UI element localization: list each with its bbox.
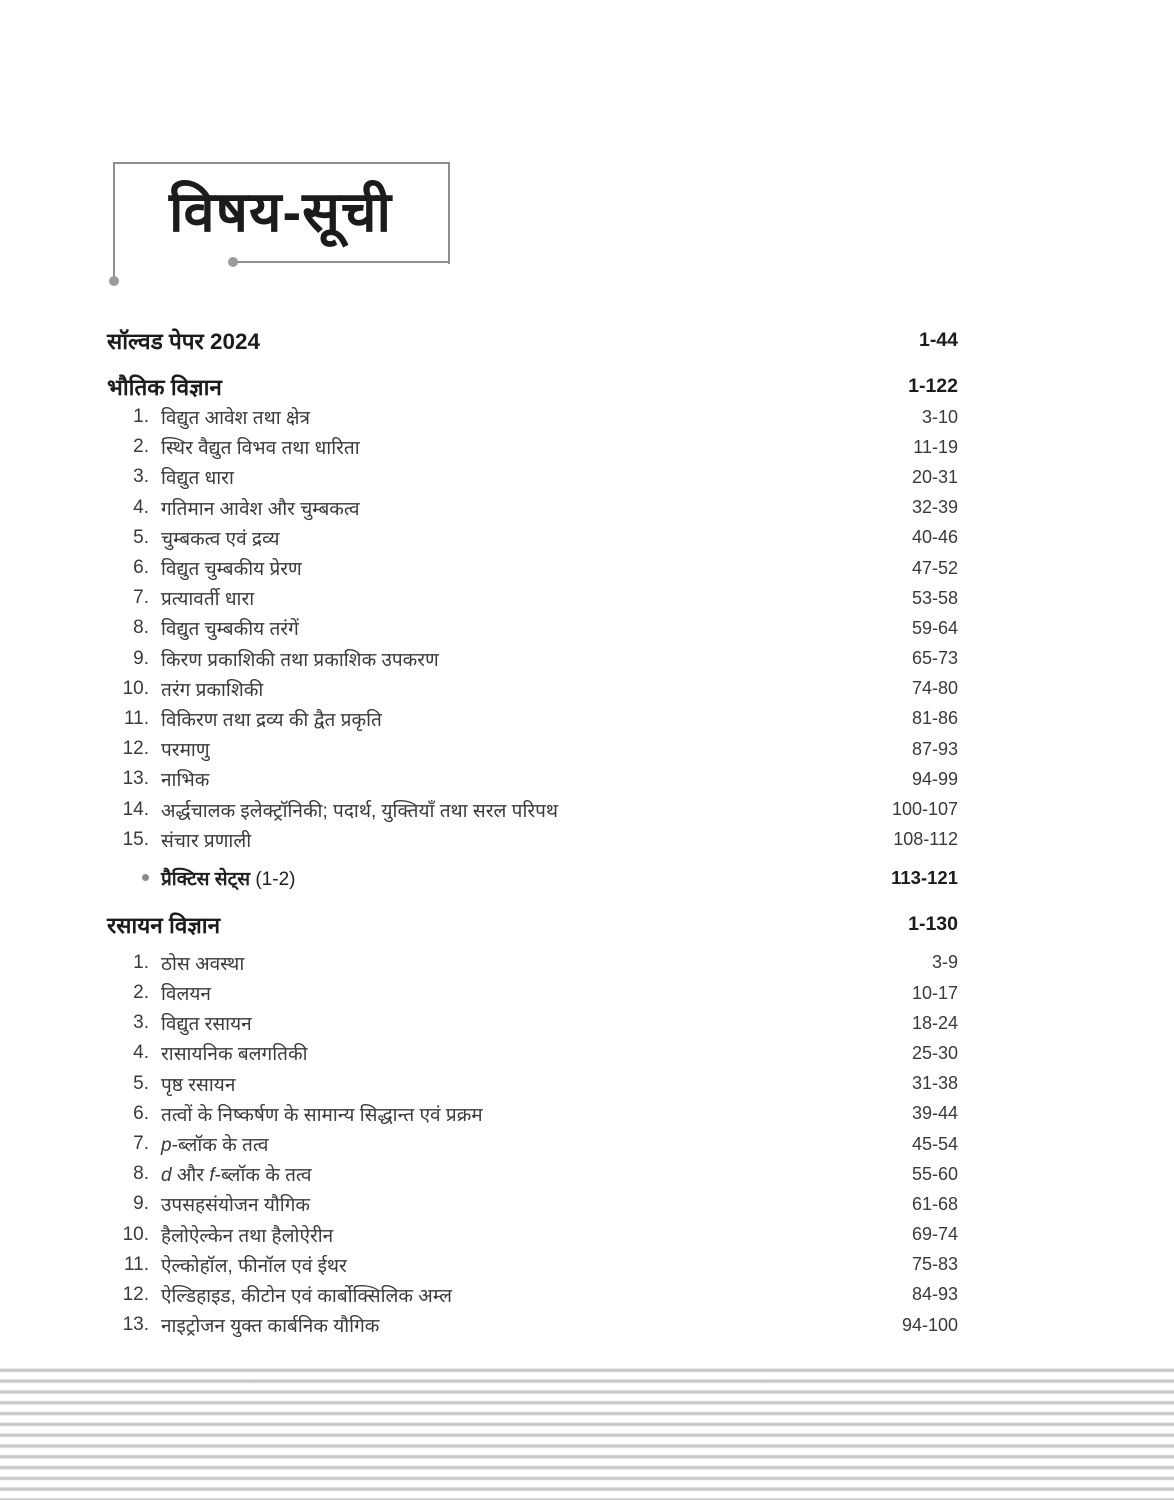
chapter-pages: 87-93 xyxy=(911,738,958,759)
chapter-pages: 47-52 xyxy=(911,557,958,578)
chapter-title: नाइट्रोजन युक्त कार्बनिक यौगिक xyxy=(161,1316,380,1338)
chapter-number: 10. xyxy=(122,1223,149,1245)
toc-row xyxy=(107,613,958,643)
chapter-number: 5. xyxy=(133,526,149,548)
chapter-title: स्थिर वैद्युत विभव तथा धारिता xyxy=(161,438,360,460)
chapter-title: परमाणु xyxy=(161,740,210,762)
chapter-title: उपसहसंयोजन यौगिक xyxy=(161,1195,310,1217)
chapter-number: 11. xyxy=(123,1253,149,1275)
toc-row xyxy=(107,1038,958,1068)
chapter-title: विद्युत चुम्बकीय तरंगें xyxy=(161,619,299,641)
chapter-title: संचार प्रणाली xyxy=(161,830,252,852)
toc-row xyxy=(107,462,958,492)
chapter-pages: 40-46 xyxy=(911,527,958,548)
chapter-title: अर्द्धचालक इलेक्ट्रॉनिकी; पदार्थ, युक्तियाँ तथा सरल परिपथ xyxy=(161,800,559,822)
chapter-number: 7. xyxy=(133,1133,149,1155)
chapter-number: 12. xyxy=(122,738,149,760)
chapter-number: 4. xyxy=(133,1042,149,1064)
toc-row xyxy=(107,583,958,613)
physics-heading: भौतिक विज्ञान xyxy=(107,374,222,400)
chapter-title: प्रत्यावर्ती धारा xyxy=(161,589,255,611)
chapter-title: हैलोऐल्केन तथा हैलोऐरीन xyxy=(161,1225,334,1247)
chapter-pages: 10-17 xyxy=(911,982,958,1003)
chapter-pages: 108-112 xyxy=(893,829,958,850)
chapter-title: विद्युत रसायन xyxy=(161,1014,252,1036)
toc-row xyxy=(107,978,958,1008)
chapter-title: किरण प्रकाशिकी तथा प्रकाशिक उपकरण xyxy=(161,649,439,671)
chapter-title: विद्युत चुम्बकीय प्रेरण xyxy=(161,559,302,581)
chapter-pages: 65-73 xyxy=(911,648,958,669)
solved-paper-heading-row xyxy=(107,324,958,356)
toc-row xyxy=(107,523,958,553)
practice-sets-row xyxy=(107,863,958,893)
toc-row xyxy=(107,674,958,704)
toc-row xyxy=(107,734,958,764)
toc-row xyxy=(107,1220,958,1250)
toc-row xyxy=(107,948,958,978)
chapter-pages: 3-10 xyxy=(921,406,958,427)
chapter-pages: 53-58 xyxy=(911,587,958,608)
toc-row xyxy=(107,1159,958,1189)
chapter-number: 7. xyxy=(133,587,149,609)
chapter-number: 5. xyxy=(133,1072,149,1094)
chapter-pages: 39-44 xyxy=(911,1103,958,1124)
chapter-pages: 55-60 xyxy=(911,1163,958,1184)
chapter-title: ऐल्डिहाइड, कीटोन एवं कार्बोक्सिलिक अम्ल xyxy=(161,1285,452,1307)
chapter-number: 15. xyxy=(122,828,149,850)
chapter-pages: 3-9 xyxy=(931,952,958,973)
chapter-number: 13. xyxy=(122,1314,149,1336)
practice-sets-pages: 113-121 xyxy=(891,866,958,888)
chapter-pages: 32-39 xyxy=(911,497,958,518)
chapter-title: तत्वों के निष्कर्षण के सामान्य सिद्धान्त एवं प्रक्रम xyxy=(161,1104,483,1126)
chemistry-heading: रसायन विज्ञान xyxy=(107,913,221,939)
toc-row xyxy=(107,402,958,432)
chapter-title: ठोस अवस्था xyxy=(161,953,245,975)
chapter-number: 6. xyxy=(133,1102,149,1124)
toc-row xyxy=(107,704,958,734)
chapter-title: d और f-ब्लॉक के तत्व xyxy=(161,1165,312,1187)
toc-row xyxy=(107,493,958,523)
chapter-pages: 74-80 xyxy=(911,678,958,699)
chapter-pages: 59-64 xyxy=(911,617,958,638)
title-box-dot-left xyxy=(109,276,119,286)
toc-row xyxy=(107,1129,958,1159)
toc-row xyxy=(107,553,958,583)
page-title-box xyxy=(113,162,448,262)
chapter-number: 10. xyxy=(122,677,149,699)
chapter-number: 4. xyxy=(133,496,149,518)
chapter-pages: 81-86 xyxy=(911,708,958,729)
chapter-title: विकिरण तथा द्रव्य की द्वैत प्रकृति xyxy=(161,709,382,731)
solved-paper-pages: 1-44 xyxy=(918,328,958,351)
chapter-pages: 69-74 xyxy=(911,1224,958,1245)
chapter-title: विद्युत धारा xyxy=(161,468,234,490)
chapter-number: 8. xyxy=(133,617,149,639)
chemistry-pages: 1-130 xyxy=(908,913,958,936)
physics-pages: 1-122 xyxy=(908,374,958,397)
chapter-number: 14. xyxy=(122,798,149,820)
chapter-title: रासायनिक बलगतिकी xyxy=(161,1044,308,1066)
physics-chapter-list xyxy=(107,402,958,855)
toc-row xyxy=(107,1189,958,1219)
chapter-number: 9. xyxy=(133,647,149,669)
chapter-number: 2. xyxy=(133,436,149,458)
toc-row xyxy=(107,1008,958,1038)
toc-row xyxy=(107,1250,958,1280)
chapter-title: ऐल्कोहॉल, फीनॉल एवं ईथर xyxy=(161,1255,347,1277)
chemistry-chapter-list xyxy=(107,948,958,1340)
physics-heading-row xyxy=(107,370,958,402)
chapter-pages: 31-38 xyxy=(911,1073,958,1094)
toc-row xyxy=(107,1099,958,1129)
chapter-number: 1. xyxy=(133,406,149,428)
chapter-pages: 84-93 xyxy=(911,1284,958,1305)
chapter-number: 9. xyxy=(133,1193,149,1215)
chapter-number: 2. xyxy=(133,982,149,1004)
solved-paper-label: सॉल्वड पेपर 2024 xyxy=(107,328,261,354)
chapter-pages: 11-19 xyxy=(913,436,958,457)
chapter-pages: 61-68 xyxy=(911,1193,958,1214)
practice-sets-label xyxy=(161,865,295,891)
toc-row xyxy=(107,794,958,824)
chapter-pages: 20-31 xyxy=(911,466,958,487)
table-of-contents xyxy=(107,324,958,1340)
chapter-title: पृष्ठ रसायन xyxy=(161,1074,236,1096)
chapter-title: नाभिक xyxy=(161,770,210,792)
chapter-number: 3. xyxy=(133,466,149,488)
chapter-title: गतिमान आवेश और चुम्बकत्व xyxy=(161,498,360,520)
chapter-number: 12. xyxy=(122,1283,149,1305)
chapter-number: 11. xyxy=(123,707,149,729)
chapter-number: 8. xyxy=(133,1163,149,1185)
chemistry-heading-row xyxy=(107,909,958,941)
toc-row xyxy=(107,644,958,674)
toc-row xyxy=(107,1310,958,1340)
chapter-pages: 100-107 xyxy=(891,799,958,820)
chapter-title: विद्युत आवेश तथा क्षेत्र xyxy=(161,408,311,430)
page-title: विषय-सूची xyxy=(168,180,393,243)
chapter-pages: 94-100 xyxy=(901,1314,958,1335)
bullet-icon xyxy=(142,874,149,881)
chapter-number: 6. xyxy=(133,557,149,579)
toc-row xyxy=(107,764,958,794)
toc-row xyxy=(107,825,958,855)
chapter-title: तरंग प्रकाशिकी xyxy=(161,679,264,701)
toc-row xyxy=(107,1069,958,1099)
chapter-pages: 18-24 xyxy=(911,1012,958,1033)
page-edge-stripes xyxy=(0,1362,1174,1500)
chapter-number: 13. xyxy=(122,768,149,790)
practice-sets-label-bold: प्रैक्टिस सेट्स xyxy=(161,868,251,890)
chapter-number: 3. xyxy=(133,1012,149,1034)
chapter-title: p-ब्लॉक के तत्व xyxy=(161,1135,269,1157)
chapter-pages: 94-99 xyxy=(911,768,958,789)
chapter-pages: 75-83 xyxy=(911,1254,958,1275)
toc-row xyxy=(107,1280,958,1310)
bullet-cell xyxy=(107,867,149,889)
chapter-pages: 45-54 xyxy=(911,1133,958,1154)
chapter-pages: 25-30 xyxy=(911,1042,958,1063)
chapter-number: 1. xyxy=(133,951,149,973)
chapter-title: विलयन xyxy=(161,984,211,1006)
practice-sets-label-rest: (1-2) xyxy=(250,868,296,890)
chapter-title: चुम्बकत्व एवं द्रव्य xyxy=(161,528,280,550)
toc-row xyxy=(107,432,958,462)
